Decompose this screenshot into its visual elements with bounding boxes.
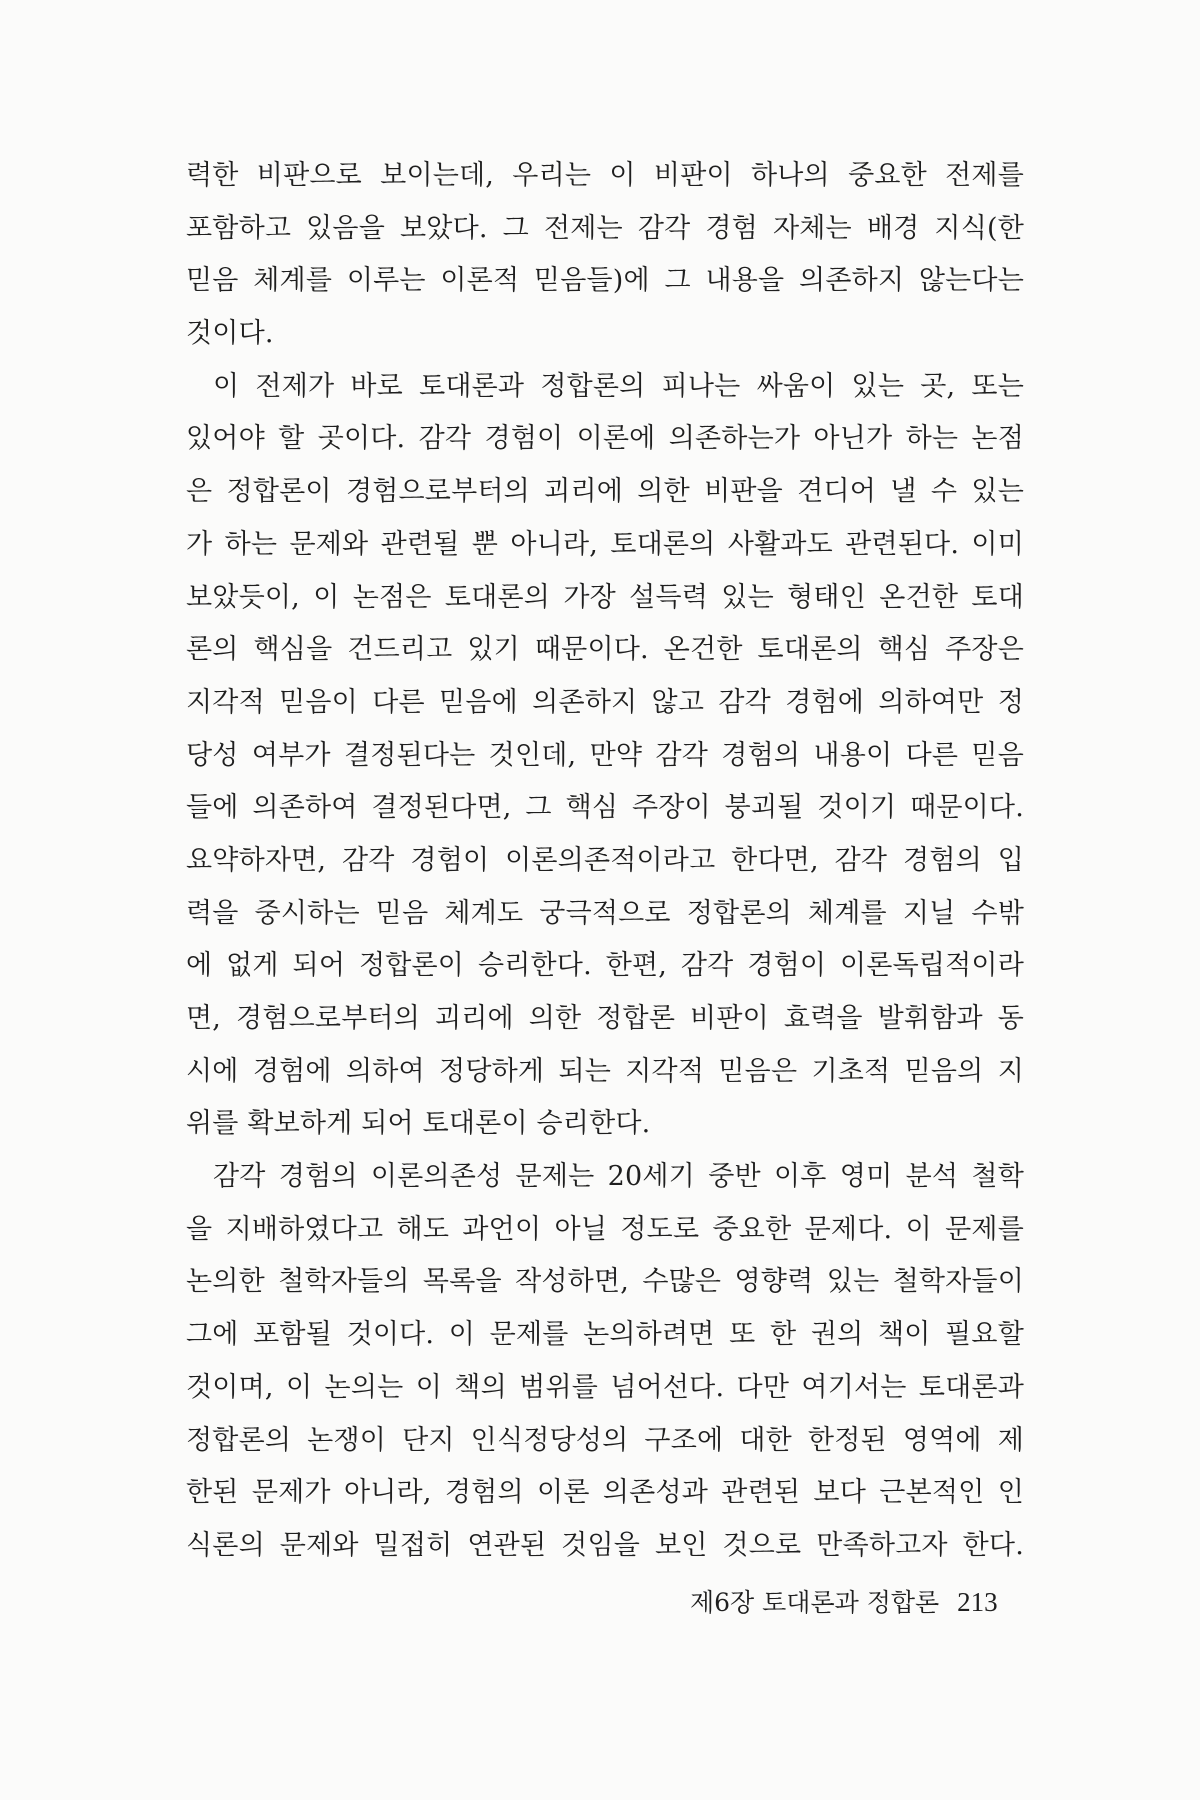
text-line: 요약하자면, 감각 경험이 이론의존적이라고 한다면, 감각 경험의 입 <box>186 844 1024 876</box>
text-line: 론의 핵심을 건드리고 있기 때문이다. 온건한 토대론의 핵심 주장은 <box>186 634 1024 666</box>
text-line: 있어야 할 곳이다. 감각 경험이 이론에 의존하는가 아닌가 하는 논점 <box>186 423 1024 455</box>
text-line: 이 전제가 바로 토대론과 정합론의 피나는 싸움이 있는 곳, 또는 <box>213 370 1024 402</box>
page-number: 213 <box>957 1587 998 1617</box>
text-line: 감각 경험의 이론의존성 문제는 20세기 중반 이후 영미 분석 철학 <box>213 1161 1024 1193</box>
text-line: 에 없게 되어 정합론이 승리한다. 한편, 감각 경험이 이론독립적이라 <box>186 950 1024 982</box>
text-line: 면, 경험으로부터의 괴리에 의한 정합론 비판이 효력을 발휘함과 동 <box>186 1003 1024 1034</box>
text-line: 지각적 믿음이 다른 믿음에 의존하지 않고 감각 경험에 의하여만 정 <box>186 686 1024 718</box>
text-line: 은 정합론이 경험으로부터의 괴리에 의한 비판을 견디어 낼 수 있는 <box>186 476 1024 508</box>
text-line: 력을 중시하는 믿음 체계도 궁극적으로 정합론의 체계를 지닐 수밖 <box>186 897 1024 929</box>
chapter-title: 제6장 토대론과 정합론 <box>690 1588 940 1617</box>
text-line: 믿음 체계를 이루는 이론적 믿음들)에 그 내용을 의존하지 않는다는 <box>186 265 1024 297</box>
text-line: 그에 포함될 것이다. 이 문제를 논의하려면 또 한 권의 책이 필요할 <box>186 1319 1024 1351</box>
body-text <box>186 150 1024 1573</box>
text-line: 가 하는 문제와 관련될 뿐 아니라, 토대론의 사활과도 관련된다. 이미 <box>186 528 1024 560</box>
text-line: 력한 비판으로 보이는데, 우리는 이 비판이 하나의 중요한 전제를 <box>186 160 1024 191</box>
text-line: 을 지배하였다고 해도 과언이 아닐 정도로 중요한 문제다. 이 문제를 <box>186 1213 1024 1245</box>
paragraph-2 <box>186 361 1024 1151</box>
running-footer <box>690 1582 1030 1622</box>
text-line: 것이다. <box>186 318 274 350</box>
text-line: 식론의 문제와 밀접히 연관된 것임을 보인 것으로 만족하고자 한다. <box>186 1529 1024 1561</box>
text-line: 보았듯이, 이 논점은 토대론의 가장 설득력 있는 형태인 온건한 토대 <box>186 581 1024 613</box>
text-line: 당성 여부가 결정된다는 것인데, 만약 감각 경험의 내용이 다른 믿음 <box>186 739 1024 771</box>
text-line: 한된 문제가 아니라, 경험의 이론 의존성과 관련된 보다 근본적인 인 <box>186 1477 1024 1509</box>
text-line: 정합론의 논쟁이 단지 인식정당성의 구조에 대한 한정된 영역에 제 <box>186 1424 1024 1456</box>
text-line: 포함하고 있음을 보았다. 그 전제는 감각 경험 자체는 배경 지식(한 <box>186 212 1024 244</box>
text-line: 위를 확보하게 되어 토대론이 승리한다. <box>186 1108 651 1140</box>
paragraph-1 <box>186 150 1024 361</box>
paragraph-3 <box>186 1151 1024 1573</box>
text-line: 논의한 철학자들의 목록을 작성하면, 수많은 영향력 있는 철학자들이 <box>186 1266 1024 1298</box>
text-line: 들에 의존하여 결정된다면, 그 핵심 주장이 붕괴될 것이기 때문이다. <box>186 792 1024 824</box>
text-line: 것이며, 이 논의는 이 책의 범위를 넘어선다. 다만 여기서는 토대론과 <box>186 1371 1024 1403</box>
text-line: 시에 경험에 의하여 정당하게 되는 지각적 믿음은 기초적 믿음의 지 <box>186 1055 1024 1087</box>
